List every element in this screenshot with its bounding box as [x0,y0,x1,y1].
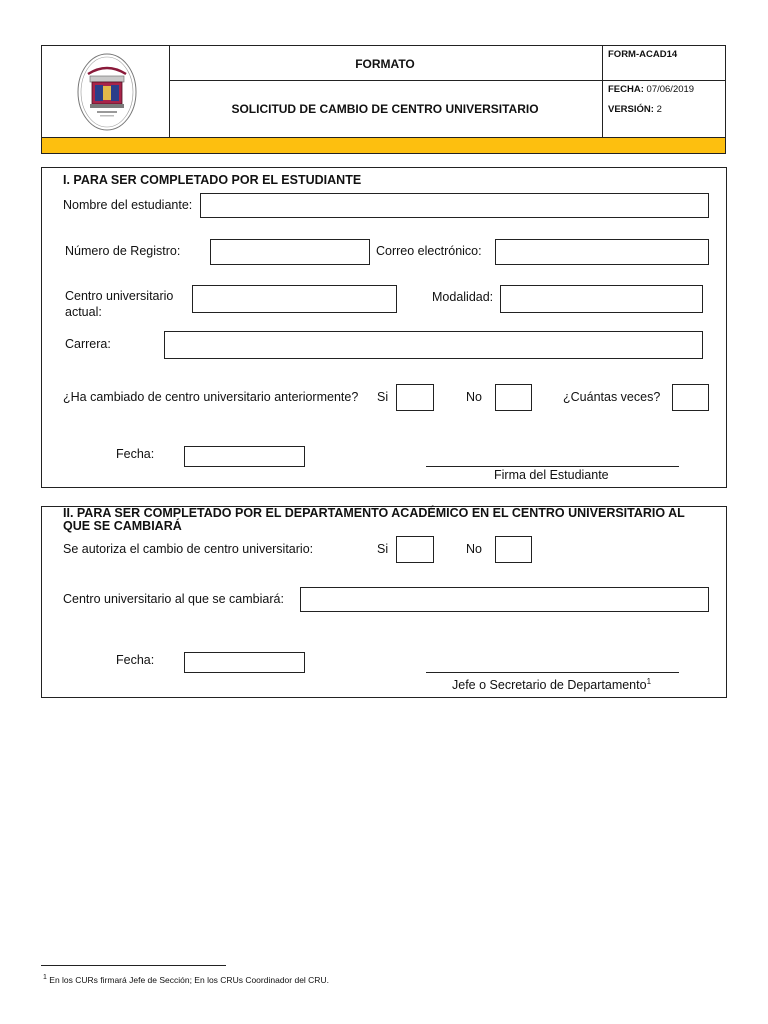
carrera-field[interactable] [164,331,703,359]
student-signature-line [426,466,679,467]
centro-destino-label: Centro universitario al que se cambiará: [63,592,284,606]
correo-field[interactable] [495,239,709,265]
centro-actual-label-line2: actual: [65,305,102,319]
cambio-anterior-question: ¿Ha cambiado de centro universitario anteriormente? [63,390,359,404]
footnote-text: En los CURs firmará Jefe de Sección; En los CRUs Coordinador del CRU. [49,974,329,985]
header-title-cell [169,80,603,138]
header-accent-bar [41,137,726,154]
student-fecha-label: Fecha: [116,447,155,461]
centro-actual-label-line1: Centro universitario [65,289,174,303]
autoriza-si-label: Si [377,542,389,556]
section-department-title-line1: II. PARA SER COMPLETADO POR EL DEPARTAMENTO ACADÉMICO EN EL CENTRO UNIVERSITARIO AL [63,506,685,520]
centro-destino-field[interactable] [300,587,709,612]
nombre-field[interactable] [200,193,709,218]
autoriza-no-label: No [466,542,482,556]
form-date: FECHA: 07/06/2019 [608,84,695,95]
carrera-label: Carrera: [65,337,111,351]
correo-label: Correo electrónico: [376,244,482,258]
autoriza-label: Se autoriza el cambio de centro universitario: [63,542,314,556]
cambio-si-checkbox[interactable] [396,384,434,411]
dept-fecha-field[interactable] [184,652,305,673]
form-version: VERSIÓN: 2 [608,104,662,115]
autoriza-si-checkbox[interactable] [396,536,434,563]
dept-fecha-label: Fecha: [116,653,155,667]
footnote [43,974,329,985]
cambio-si-label: Si [377,390,389,404]
registro-field[interactable] [210,239,370,265]
nombre-label: Nombre del estudiante: [63,198,193,212]
student-fecha-field[interactable] [184,446,305,467]
header-meta-cell [602,80,726,138]
university-seal-logo [42,46,169,137]
form-code: FORM-ACAD14 [608,49,678,60]
centro-actual-field[interactable] [192,285,397,313]
section-student-title: I. PARA SER COMPLETADO POR EL ESTUDIANTE [63,173,362,187]
section-department-title-line2: QUE SE CAMBIARÁ [63,519,182,533]
autoriza-no-checkbox[interactable] [495,536,532,563]
modalidad-label: Modalidad: [432,290,494,304]
jefe-signature-line [426,672,679,673]
cambio-no-checkbox[interactable] [495,384,532,411]
student-signature-label: Firma del Estudiante [494,468,609,482]
cuantas-veces-label: ¿Cuántas veces? [563,390,661,404]
header-logo-cell [41,45,170,138]
modalidad-field[interactable] [500,285,703,313]
footnote-ref: 1 [646,677,652,686]
header-code-cell [602,45,726,81]
jefe-signature-label: Jefe o Secretario de Departamento$^1$ [452,677,652,693]
cambio-no-label: No [466,390,482,404]
footnote-mark: 1 [43,974,47,981]
form-title: SOLICITUD DE CAMBIO DE CENTRO UNIVERSITARIO [231,102,539,116]
header-formato-cell [169,45,603,81]
cuantas-veces-field[interactable] [672,384,709,411]
footnote-separator [41,965,226,966]
formato-label: FORMATO [355,57,415,71]
registro-label: Número de Registro: [65,244,181,258]
